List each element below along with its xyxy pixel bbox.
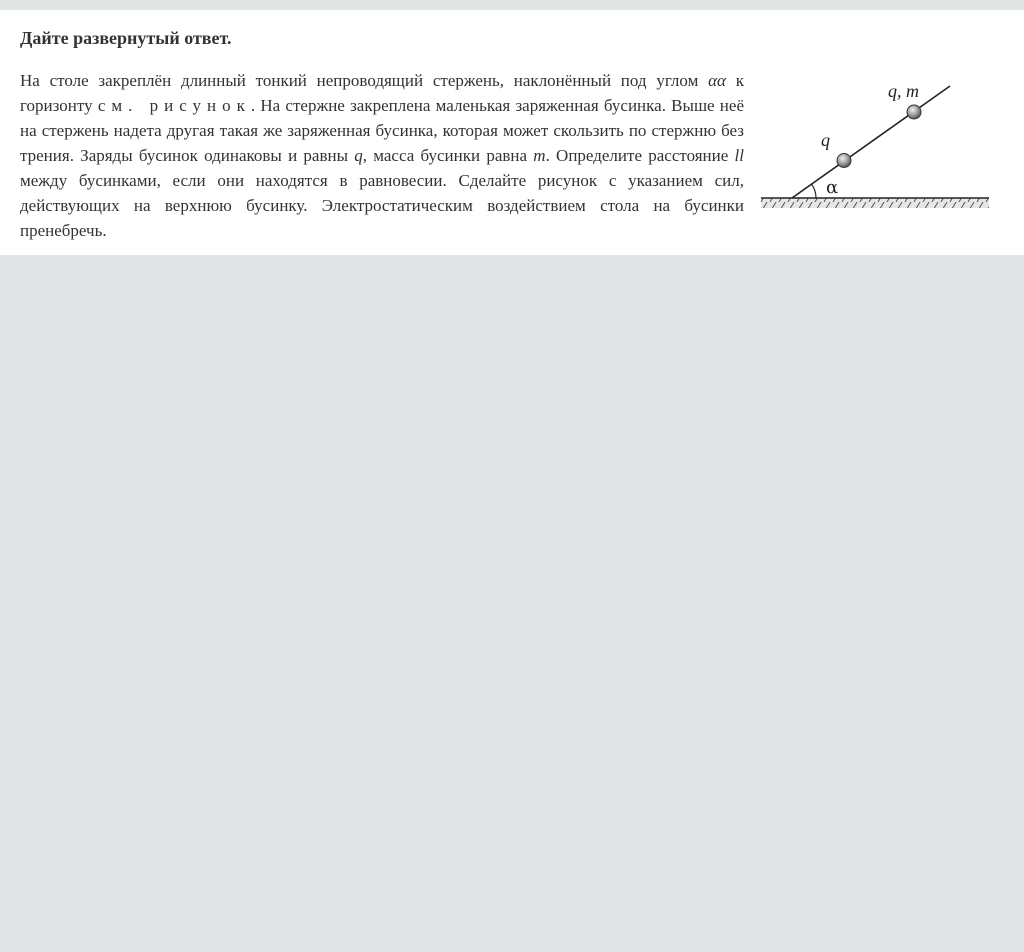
alpha-symbol: αα bbox=[708, 71, 726, 90]
angle-label: α bbox=[826, 177, 839, 198]
rod-diagram bbox=[760, 72, 992, 212]
problem-part-4: , масса бусинки равна bbox=[362, 146, 534, 165]
problem-part-5: . Определите расстояние bbox=[545, 146, 735, 165]
charge-symbol: q bbox=[354, 146, 363, 165]
problem-part-2: к горизонту bbox=[20, 71, 744, 115]
rod bbox=[792, 86, 950, 198]
mass-symbol: m bbox=[533, 146, 546, 165]
bottom-bead bbox=[837, 154, 851, 168]
problem-part-3: . На стержне закреплена маленькая заряженная бусинка. Выше неё на стержень надета другая такая же заряженная бусинка, которая может скользить по стержню без трения. Заряды бусинок одинаковы и равны bbox=[20, 96, 744, 165]
problem-text bbox=[20, 68, 744, 243]
problem-part-1: На столе закреплён длинный тонкий непроводящий стержень, наклонённый под углом bbox=[20, 71, 709, 90]
rod-figure bbox=[760, 72, 992, 212]
top-strip bbox=[0, 0, 1024, 10]
distance-symbol: ll bbox=[734, 146, 744, 165]
bottom-bead-label: q bbox=[821, 130, 830, 150]
angle-arc bbox=[812, 184, 816, 198]
problem-part-6: между бусинками, если они находятся в равновесии. Сделайте рисунок с указанием сил, действующих на верхнюю бусинку. Электростатическим воздействием стола на бусинки пренебречь. bbox=[20, 171, 744, 240]
task-heading: Дайте развернутый ответ. bbox=[20, 28, 232, 48]
task-card bbox=[0, 10, 1024, 255]
table-hatch bbox=[761, 198, 989, 208]
top-bead bbox=[907, 105, 921, 119]
figure-reference: см. рисунок bbox=[97, 96, 251, 115]
top-bead-label: q, m bbox=[888, 81, 919, 101]
